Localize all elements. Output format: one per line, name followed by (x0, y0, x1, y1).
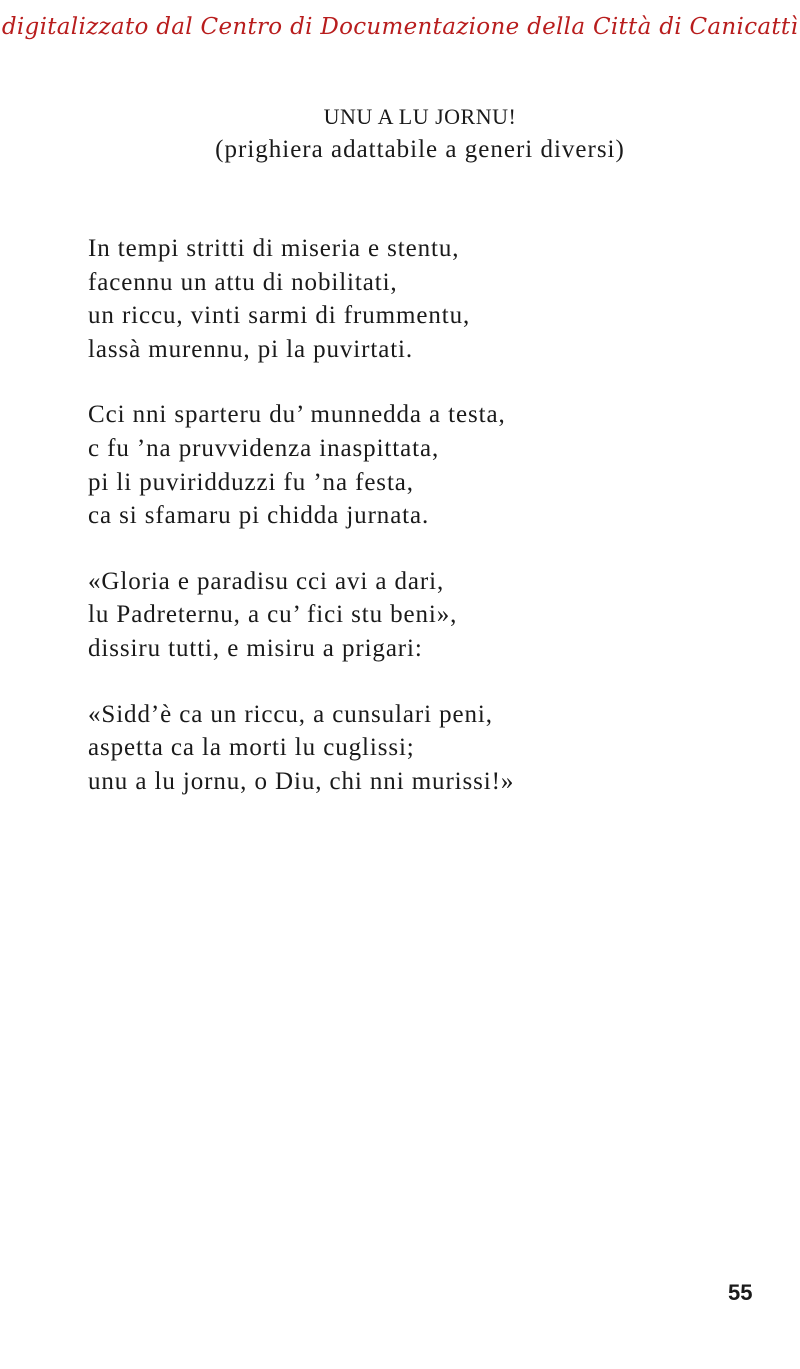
stanza-4 (88, 698, 708, 799)
poem-body (88, 232, 708, 830)
verse-line: «Gloria e paradisu cci avi a dari, (88, 567, 445, 595)
verse-line: aspetta ca la morti lu cuglissi; (88, 734, 415, 762)
verse-line: «Sidd’è ca un riccu, a cunsulari peni, (88, 700, 493, 728)
verse-line: c fu ’na pruvvidenza inaspittata, (88, 434, 440, 462)
poem-subtitle: (prighiera adattabile a generi diversi) (215, 136, 625, 163)
watermark: digitalizzato dal Centro di Documentazione della Città di Canicattì (1, 14, 799, 40)
stanza-3 (88, 565, 708, 666)
verse-line: facennu un attu di nobilitati, (88, 268, 398, 296)
verse-line: unu a lu jornu, o Diu, chi nni murissi!» (88, 767, 515, 795)
page-number: 55 (728, 1280, 753, 1305)
stanza-2 (88, 398, 708, 532)
verse-line: In tempi stritti di miseria e stentu, (88, 235, 460, 262)
verse-line: dissiru tutti, e misiru a prigari: (88, 634, 423, 662)
verse-line: Cci nni sparteru du’ munnedda a testa, (88, 401, 506, 429)
verse-line: lassà murennu, pi la puvirtati. (88, 335, 414, 363)
verse-line: lu Padreternu, a cu’ fici stu beni», (88, 601, 458, 629)
poem-title: UNU A LU JORNU! (323, 104, 517, 129)
verse-line: pi li puviridduzzi fu ’na festa, (88, 468, 414, 496)
stanza-1 (88, 232, 708, 366)
verse-line: un riccu, vinti sarmi di frummentu, (88, 302, 471, 330)
verse-line: ca si sfamaru pi chidda jurnata. (88, 502, 430, 530)
